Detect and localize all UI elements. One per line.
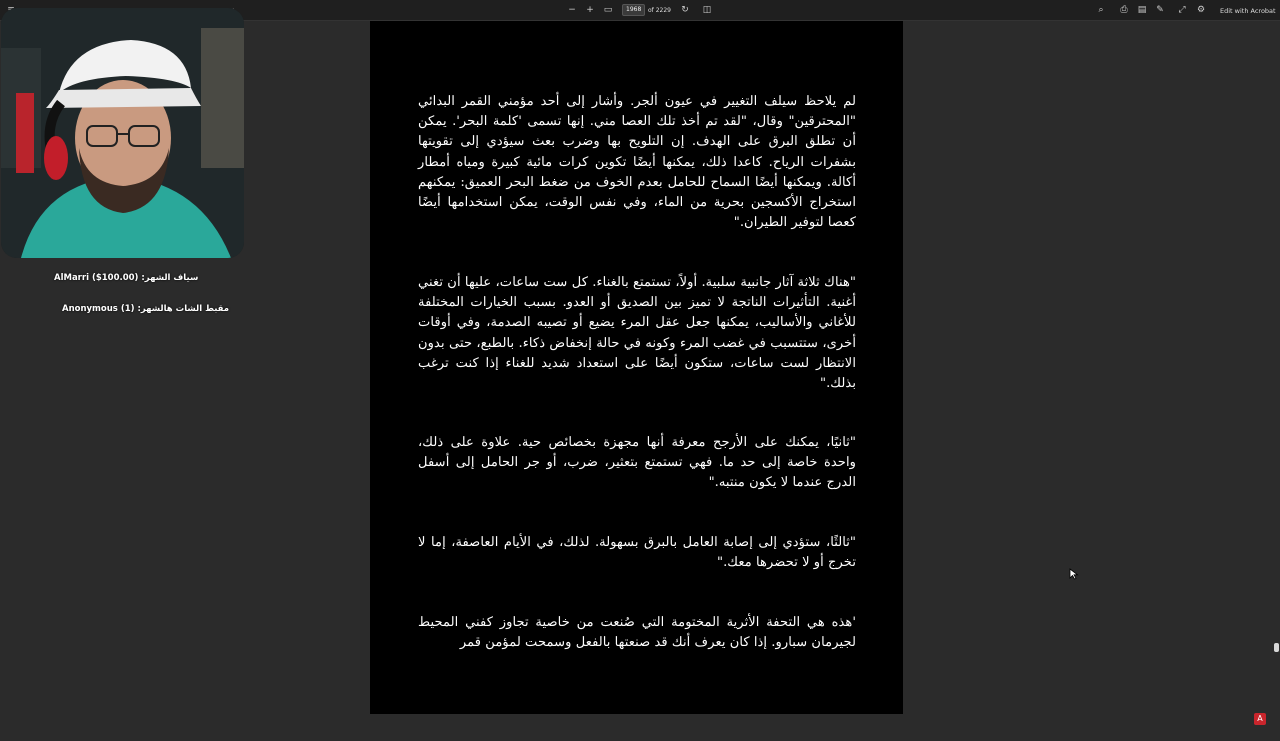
zoom-in-icon[interactable]: + [586,5,594,15]
top-chatter-text: مقبط الشات هالشهر: Anonymous (1) [62,304,230,314]
page-total-label: of 2229 [648,7,671,14]
vertical-scrollbar[interactable] [1272,42,1280,741]
mouse-cursor-icon [1069,568,1079,580]
pdf-page [370,21,903,714]
expand-icon[interactable]: ⤢ [1178,5,1186,15]
page-number-input[interactable]: 1968 [622,4,645,16]
top-supporter-text: سياف الشهر: AlMarri ($100.00) [54,273,199,283]
edit-with-acrobat-button[interactable]: Edit with Acrobat [1220,6,1276,15]
scrollbar-thumb[interactable] [1274,643,1279,652]
print-icon[interactable]: ⎙ [1120,5,1128,15]
settings-icon[interactable]: ⚙ [1196,5,1206,15]
paragraph-5: 'هذه هي التحفة الأثرية المختومة التي صُنعت من خاصية تجاوز كفني المحيط لجيرمان سبارو. إذا كان يعرف أنك قد صنعتها بالفعل وسمحت لمؤمن قمر [418,615,856,651]
rotate-icon[interactable]: ↻ [681,5,689,15]
webcam-overlay [1,8,244,258]
paragraph-4: "ثالثًا، ستؤدي إلى إصابة العامل بالبرق بسهولة. لذلك، في الأيام العاصفة، إما لا تخرج أو لا تحضرها معك." [418,535,856,571]
streamer-webcam-image [1,8,244,258]
paragraph-2: "هناك ثلاثة آثار جانبية سلبية. أولاً، تستمتع بالغناء. كل ست ساعات، عليها أن تغني أغنية. التأثيرات الناتجة لا تميز بين الصديق أو العدو. بسبب الخيارات المختلفة للأغاني والأساليب، يمكنها جعل عقل المرء يضيع أو تصيبه الصدمة، وفي أوقات أخرى، ستتسبب في غضب المرء وكونه في حالة إنخفاض ذكاء. بالطبع، حتى بدون الانتظار لست ساعات، ستكون أيضًا على استعداد شديد للغناء إذا كنت ترغب بذلك." [418,275,856,392]
save-icon[interactable]: ▤ [1137,5,1147,15]
acrobat-icon[interactable]: A [1254,713,1266,725]
page-view-icon[interactable]: ◫ [702,5,712,15]
search-icon[interactable]: ⌕ [1098,5,1104,15]
paragraph-1: لم يلاحظ سيلف التغيير في عيون ألجر. وأشار إلى أحد مؤمني القمر البدائي "المحترقين" وقال، "لقد تم أخذ تلك العصا مني. إنها تسمى 'كلمة البحر'. يمكن أن تطلق البرق على الهدف. إن التلويح بها وضرب بعث سيؤدي إلى تقويتها بشفرات الرياح. كاعدا ذلك، يمكنها أيضًا تكوين كرات مائية كبيرة ومياه أمطار أكالة. ويمكنها أيضًا السماح للحامل بعدم الخوف من ضغط البحر العميق: يمكنهم استخراج الأكسجين بحرية من الماء، وفي نفس الوقت، يمكن استخدامها أيضًا كعصا لتوفير الطيران." [418,94,856,231]
sign-icon[interactable]: ✎ [1156,5,1164,15]
zoom-out-icon[interactable]: − [568,5,576,15]
fit-page-icon[interactable]: ▭ [603,5,613,15]
paragraph-3: "ثانيًا، يمكنك على الأرجح معرفة أنها مجهزة بخصائص حية. علاوة على ذلك، واحدة خاصة إلى حد ما. فهي تستمتع بتعثير، ضرب، أو جر الحامل إلى أسفل الدرج عندما لا يكون منتبه." [418,435,856,491]
